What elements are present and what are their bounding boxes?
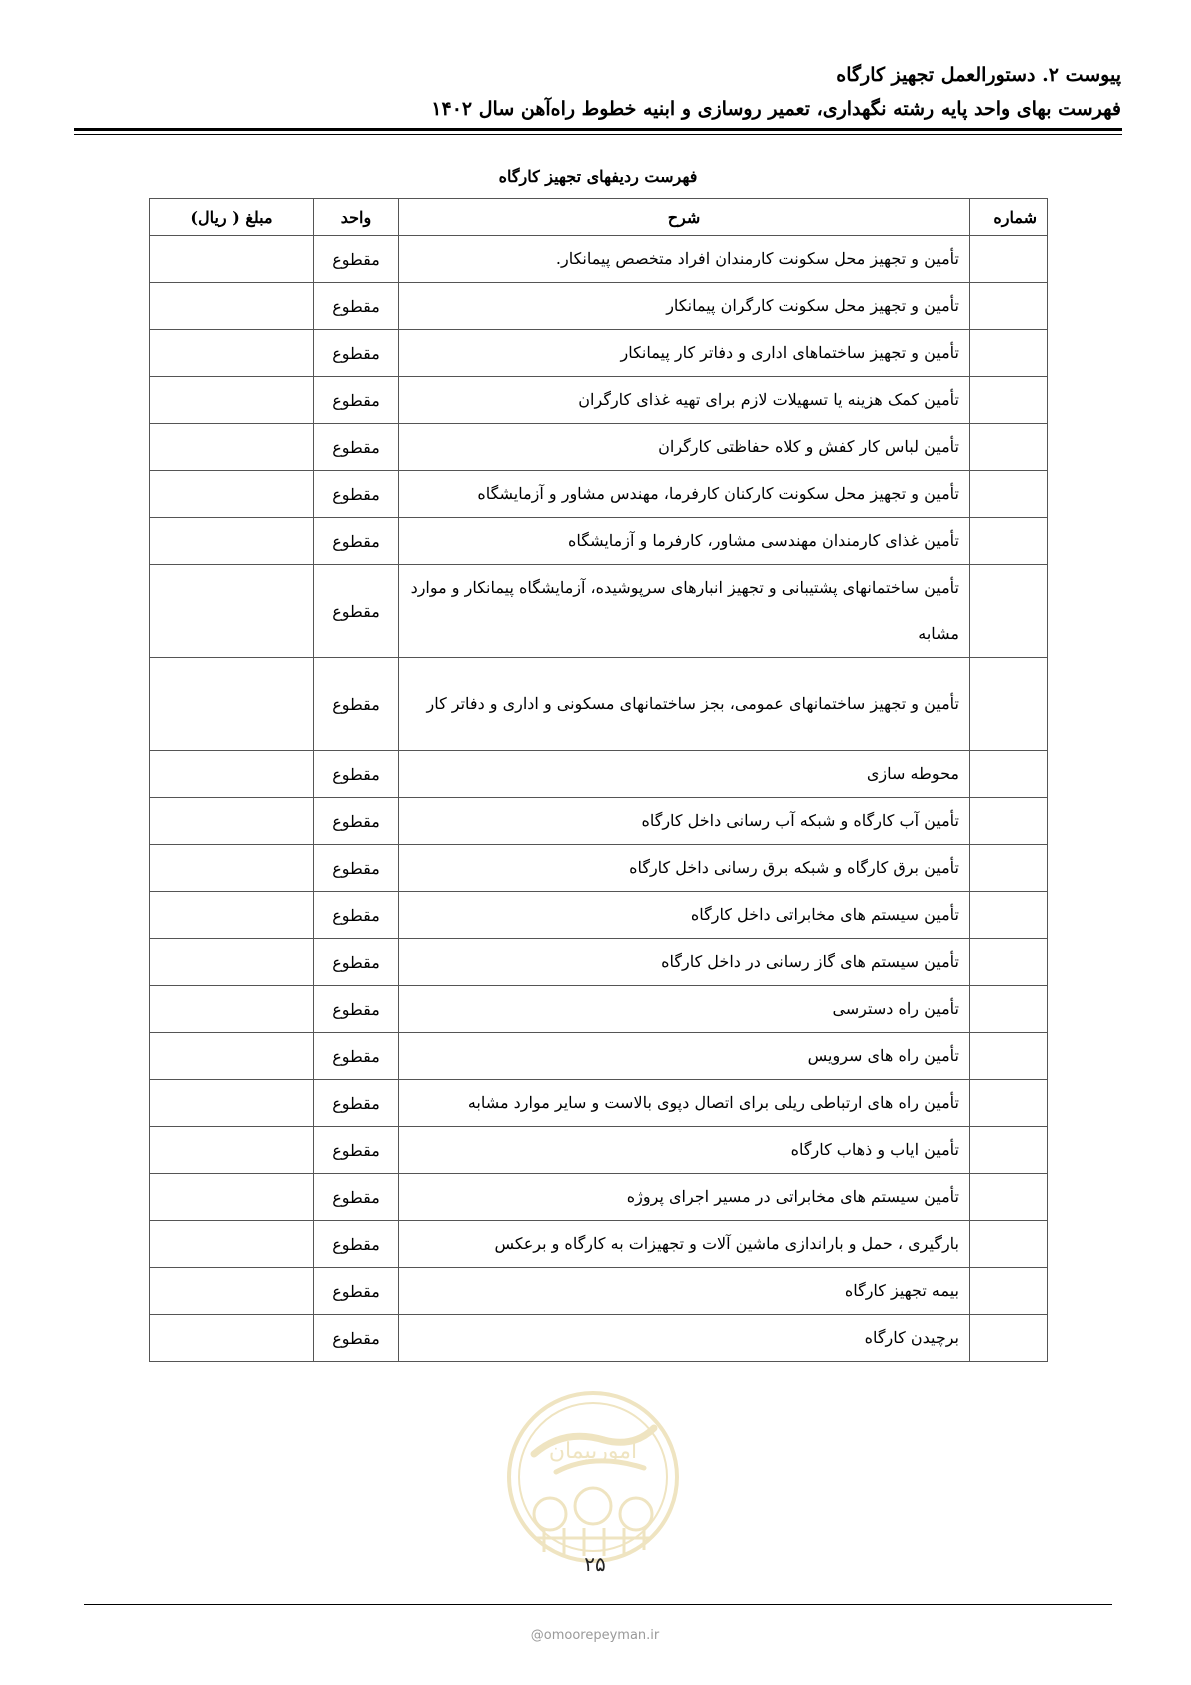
cell-description: تأمین ساختمانهای پشتیبانی و تجهیز انبارهای سرپوشیده، آزمایشگاه پیمانکار و موارد مشابه	[399, 565, 970, 658]
cell-number	[970, 845, 1048, 892]
cell-number	[970, 424, 1048, 471]
watermark-logo-text: امورپیمان	[548, 1439, 638, 1464]
table-row	[150, 892, 1048, 939]
cell-description: تأمین راه دسترسی	[399, 986, 970, 1033]
table-caption: فهرست ردیفهای تجهیز کارگاه	[498, 167, 698, 186]
table-row	[150, 751, 1048, 798]
cell-amount	[150, 236, 314, 283]
cell-number	[970, 1221, 1048, 1268]
cell-number	[970, 283, 1048, 330]
cell-description: تأمین سیستم های مخابراتی در مسیر اجرای پروژه	[399, 1174, 970, 1221]
column-header-amount: مبلغ ( ریال)	[150, 199, 314, 236]
cell-amount	[150, 1315, 314, 1362]
cell-description: تأمین غذای کارمندان مهندسی مشاور، کارفرما و آزمایشگاه	[399, 518, 970, 565]
cell-unit: مقطوع	[314, 1080, 399, 1127]
cell-amount	[150, 892, 314, 939]
cell-amount	[150, 1080, 314, 1127]
cell-amount	[150, 658, 314, 751]
cell-unit: مقطوع	[314, 1315, 399, 1362]
footer-divider	[84, 1604, 1112, 1605]
cell-number	[970, 939, 1048, 986]
cell-description: تأمین لباس کار کفش و کلاه حفاظتی کارگران	[399, 424, 970, 471]
table-row	[150, 986, 1048, 1033]
table-row	[150, 1221, 1048, 1268]
cell-amount	[150, 798, 314, 845]
cell-unit: مقطوع	[314, 1268, 399, 1315]
cell-number	[970, 1127, 1048, 1174]
table-row	[150, 518, 1048, 565]
table-row	[150, 424, 1048, 471]
cell-number	[970, 565, 1048, 658]
cell-number	[970, 892, 1048, 939]
cell-unit: مقطوع	[314, 845, 399, 892]
table-row	[150, 471, 1048, 518]
cell-number	[970, 236, 1048, 283]
cell-amount	[150, 518, 314, 565]
cell-number	[970, 518, 1048, 565]
table-row	[150, 1315, 1048, 1362]
cell-unit: مقطوع	[314, 236, 399, 283]
cell-amount	[150, 845, 314, 892]
cell-unit: مقطوع	[314, 330, 399, 377]
table-row	[150, 845, 1048, 892]
cell-unit: مقطوع	[314, 424, 399, 471]
cell-amount	[150, 1033, 314, 1080]
table-row	[150, 658, 1048, 751]
cell-description: تأمین سیستم های گاز رسانی در داخل کارگاه	[399, 939, 970, 986]
cell-description: محوطه سازی	[399, 751, 970, 798]
cell-number	[970, 751, 1048, 798]
cell-unit: مقطوع	[314, 518, 399, 565]
table-row	[150, 1174, 1048, 1221]
cell-unit: مقطوع	[314, 658, 399, 751]
cell-unit: مقطوع	[314, 283, 399, 330]
table-row	[150, 798, 1048, 845]
cell-number	[970, 1268, 1048, 1315]
watermark-url: @omoorepeyman.ir	[530, 1628, 660, 1643]
cell-unit: مقطوع	[314, 471, 399, 518]
cell-unit: مقطوع	[314, 986, 399, 1033]
cell-description: بارگیری ، حمل و باراندازی ماشین آلات و تجهیزات به کارگاه و برعکس	[399, 1221, 970, 1268]
cell-amount	[150, 471, 314, 518]
cell-number	[970, 471, 1048, 518]
table-row	[150, 565, 1048, 658]
cell-number	[970, 1174, 1048, 1221]
seal-logo-icon	[504, 1388, 682, 1566]
column-header-description: شرح	[399, 199, 970, 236]
cell-description: تأمین سیستم های مخابراتی داخل کارگاه	[399, 892, 970, 939]
cell-amount	[150, 986, 314, 1033]
cell-unit: مقطوع	[314, 892, 399, 939]
column-header-number: شماره	[970, 199, 1048, 236]
column-header-unit: واحد	[314, 199, 399, 236]
cell-amount	[150, 377, 314, 424]
page-header	[71, 58, 1121, 126]
cell-description: تأمین کمک هزینه یا تسهیلات لازم برای تهیه غذای کارگران	[399, 377, 970, 424]
cell-description: تأمین و تجهیز ساختمانهای عمومی، بجز ساختمانهای مسکونی و اداری و دفاتر کار	[399, 658, 970, 751]
table-row	[150, 377, 1048, 424]
cell-unit: مقطوع	[314, 1127, 399, 1174]
cell-number	[970, 1315, 1048, 1362]
table-row	[150, 236, 1048, 283]
cell-amount	[150, 565, 314, 658]
cell-unit: مقطوع	[314, 798, 399, 845]
cell-number	[970, 1080, 1048, 1127]
cell-amount	[150, 1221, 314, 1268]
cell-amount	[150, 1127, 314, 1174]
cell-description: تأمین برق کارگاه و شبکه برق رسانی داخل کارگاه	[399, 845, 970, 892]
table-row	[150, 1268, 1048, 1315]
header-divider	[74, 128, 1122, 131]
cell-number	[970, 798, 1048, 845]
cell-amount	[150, 424, 314, 471]
cell-description: تأمین راه های ارتباطی ریلی برای اتصال دپوی بالاست و سایر موارد مشابه	[399, 1080, 970, 1127]
appendix-title: پیوست ۲. دستورالعمل تجهیز کارگاه	[836, 64, 1121, 86]
document-title: فهرست بهای واحد پایه رشته نگهداری، تعمیر روسازی و ابنیه خطوط راه‌آهن سال ۱۴۰۲	[431, 98, 1121, 120]
cell-amount	[150, 1268, 314, 1315]
cell-number	[970, 1033, 1048, 1080]
table-row	[150, 1127, 1048, 1174]
cell-description: بیمه تجهیز کارگاه	[399, 1268, 970, 1315]
table-row	[150, 330, 1048, 377]
table-row	[150, 939, 1048, 986]
cell-description: تأمین راه های سرویس	[399, 1033, 970, 1080]
cell-number	[970, 658, 1048, 751]
table-body	[150, 236, 1048, 1362]
cell-amount	[150, 1174, 314, 1221]
cell-unit: مقطوع	[314, 377, 399, 424]
cell-number	[970, 377, 1048, 424]
cell-description: تأمین و تجهیز ساختماهای اداری و دفاتر کار پیمانکار	[399, 330, 970, 377]
table-header-row	[150, 199, 1048, 236]
cell-description: تأمین و تجهیز محل سکونت کارکنان کارفرما، مهندس مشاور و آزمایشگاه	[399, 471, 970, 518]
cell-number	[970, 330, 1048, 377]
page-number: ۲۵	[584, 1552, 606, 1576]
cell-amount	[150, 939, 314, 986]
cell-unit: مقطوع	[314, 565, 399, 658]
cell-description: تأمین و تجهیز محل سکونت کارگران پیمانکار	[399, 283, 970, 330]
cell-amount	[150, 330, 314, 377]
cell-description: برچیدن کارگاه	[399, 1315, 970, 1362]
cell-amount	[150, 283, 314, 330]
cell-unit: مقطوع	[314, 939, 399, 986]
cell-unit: مقطوع	[314, 1033, 399, 1080]
table-row	[150, 1080, 1048, 1127]
cell-unit: مقطوع	[314, 1174, 399, 1221]
cell-description: تأمین آب کارگاه و شبکه آب رسانی داخل کارگاه	[399, 798, 970, 845]
cell-description: تأمین ایاب و ذهاب کارگاه	[399, 1127, 970, 1174]
cell-unit: مقطوع	[314, 751, 399, 798]
cell-number	[970, 986, 1048, 1033]
cell-amount	[150, 751, 314, 798]
cell-description: تأمین و تجهیز محل سکونت کارمندان افراد متخصص پیمانکار.	[399, 236, 970, 283]
table-row	[150, 1033, 1048, 1080]
table-row	[150, 283, 1048, 330]
cell-unit: مقطوع	[314, 1221, 399, 1268]
equipment-items-table	[149, 198, 1048, 1362]
header-divider-thin	[74, 134, 1122, 135]
